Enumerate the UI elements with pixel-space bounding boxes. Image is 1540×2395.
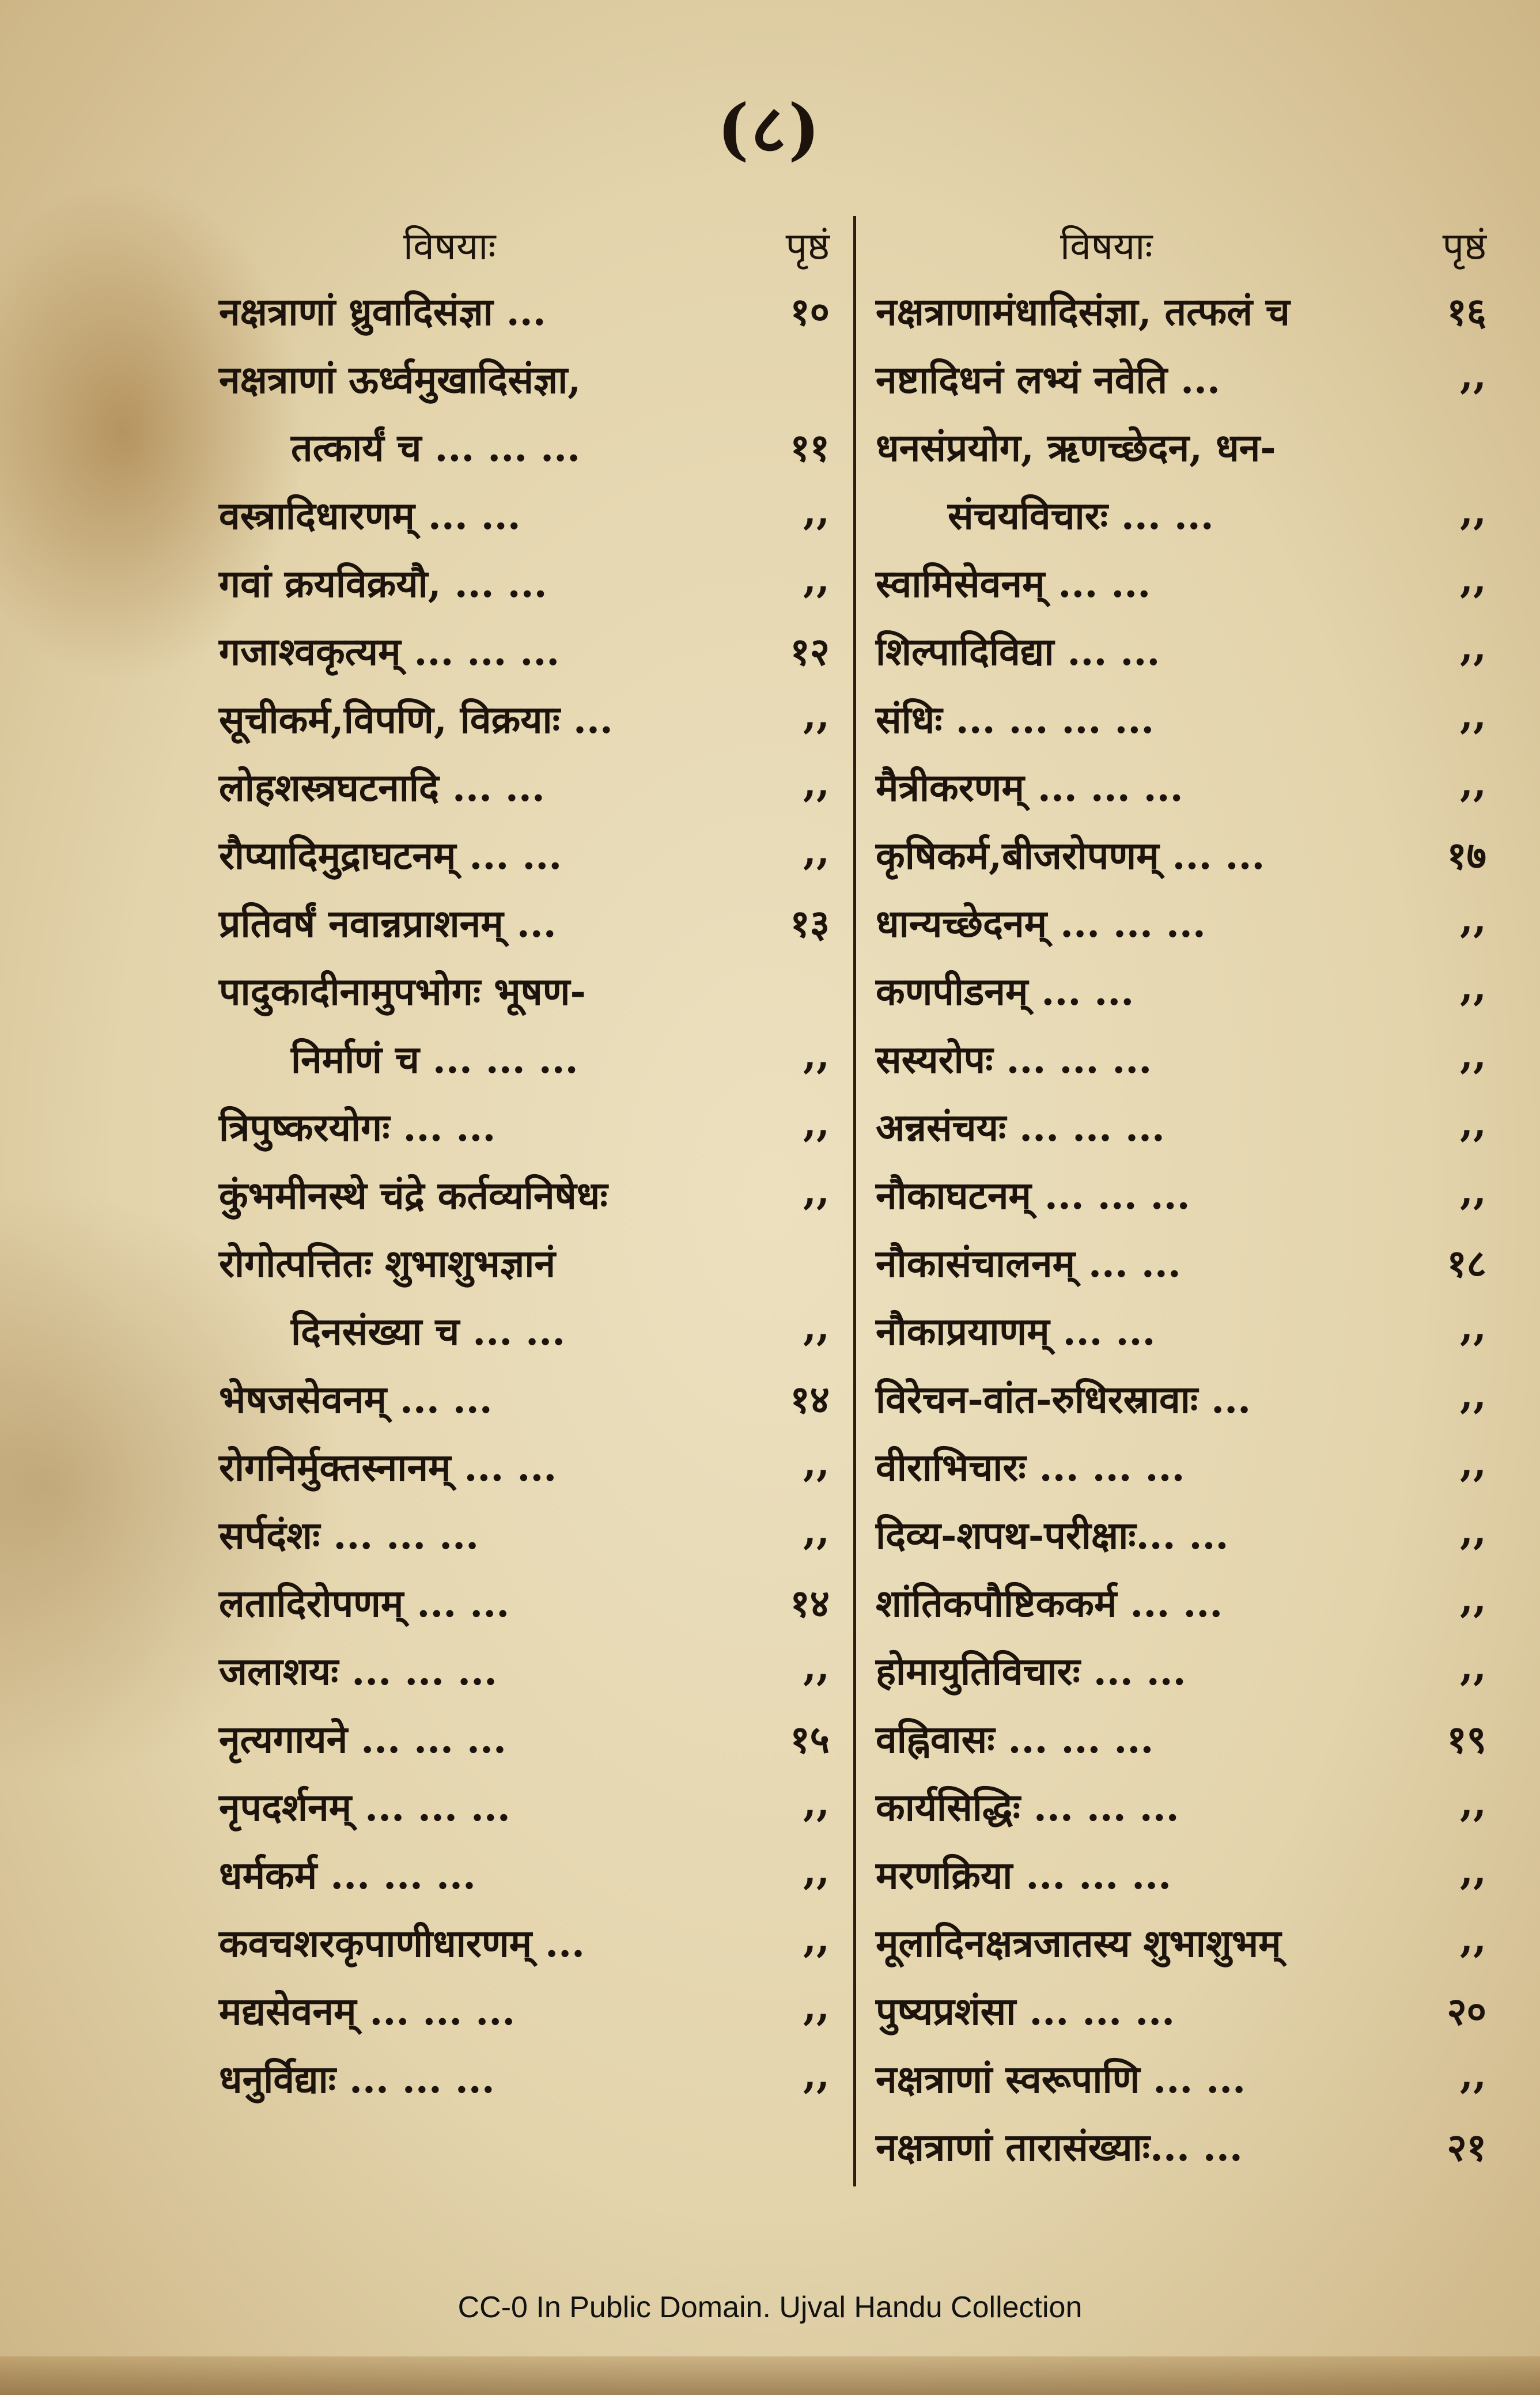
toc-entry [219, 548, 830, 616]
entry-page: ,, [1460, 1780, 1486, 1825]
entry-subject: वह्निवासः ... ... ... [876, 1717, 1154, 1762]
entry-page: १७ [1447, 833, 1486, 878]
footer-credit: CC-0 In Public Domain. Ujval Handu Collection [457, 2291, 1083, 2324]
page-number: (८) [717, 90, 823, 168]
toc-entry [876, 1772, 1486, 1840]
entry-page: ,, [1460, 625, 1486, 669]
toc-entry [219, 1092, 830, 1160]
entry-subject: निर्माणं च ... ... ... [291, 1037, 578, 1082]
entry-page: ,, [803, 2052, 830, 2097]
entry-subject: पादुकादीनामुपभोगः भूषण- [219, 969, 586, 1014]
toc-entry [219, 1432, 830, 1500]
entry-subject: नक्षत्राणां ध्रुवादिसंज्ञा ... [219, 289, 546, 334]
entry-subject: नौकाघटनम् ... ... ... [876, 1173, 1190, 1218]
toc-entry [219, 684, 830, 752]
entry-page: ,, [1460, 1508, 1486, 1553]
entry-subject: मरणक्रिया ... ... ... [876, 1853, 1172, 1898]
toc-entry [876, 1160, 1486, 1228]
toc-entry [219, 888, 830, 956]
entry-page: ११ [790, 425, 830, 470]
entry-page: १८ [1447, 1241, 1486, 1286]
entry-subject: तत्कार्यं च ... ... ... [291, 425, 581, 470]
entry-subject: धनुर्विद्याः ... ... ... [219, 2057, 495, 2102]
entry-page: १० [790, 289, 830, 334]
entry-page: १६ [1447, 289, 1486, 334]
entry-page: ,, [1460, 896, 1486, 941]
entry-page: १९ [1447, 1717, 1486, 1762]
toc-entry [219, 1160, 830, 1228]
entry-subject: कार्यसिद्धिः ... ... ... [876, 1785, 1179, 1830]
toc-entry [876, 1092, 1486, 1160]
entry-subject: गवां क्रयविक्रयौ, ... ... [219, 561, 547, 606]
toc-entry [219, 277, 830, 345]
entry-subject: धनसंप्रयोग, ऋणच्छेदन, धन- [876, 425, 1276, 470]
entry-subject: शांतिकपौष्टिककर्म ... ... [876, 1581, 1223, 1626]
toc-entry [876, 1636, 1486, 1704]
entry-subject: लतादिरोपणम् ... ... [219, 1581, 510, 1626]
entry-page: ,, [1460, 1100, 1486, 1145]
entry-subject: विरेचन-वांत-रुधिरस्रावाः ... [876, 1377, 1251, 1422]
toc-entry [219, 2044, 830, 2112]
toc-entry [876, 2112, 1486, 2180]
toc-entry [219, 1908, 830, 1976]
toc-entry [876, 1976, 1486, 2044]
entry-page: ,, [1460, 1848, 1486, 1893]
entry-subject: स्वामिसेवनम् ... ... [876, 561, 1151, 606]
toc-entry [219, 413, 830, 480]
column-divider [853, 216, 856, 2186]
entry-subject: त्रिपुष्करयोगः ... ... [219, 1105, 496, 1150]
toc-entry [876, 888, 1486, 956]
entry-subject: संधिः ... ... ... ... [876, 697, 1155, 742]
entry-subject: गजाश्वकृत्यम् ... ... ... [219, 629, 560, 674]
entry-subject: कवचशरकृपाणीधारणम् ... [219, 1921, 585, 1966]
toc-entry [876, 1704, 1486, 1772]
toc-entry [219, 345, 830, 413]
toc-entry [876, 752, 1486, 820]
toc-entry [876, 277, 1486, 345]
toc-entry [876, 548, 1486, 616]
entry-subject: अन्नसंचयः ... ... ... [876, 1105, 1165, 1150]
toc-entry [876, 820, 1486, 888]
entry-subject: सर्पदंशः ... ... ... [219, 1513, 479, 1558]
entry-page: ,, [803, 1440, 830, 1485]
entry-subject: जलाशयः ... ... ... [219, 1649, 498, 1694]
entry-subject: कणपीडनम् ... ... [876, 969, 1134, 1014]
entry-page: ,, [803, 557, 830, 601]
entry-subject: कृषिकर्म,बीजरोपणम् ... ... [876, 833, 1265, 878]
toc-entry [876, 2044, 1486, 2112]
entry-page: २१ [1447, 2125, 1486, 2170]
entry-subject: सूचीकर्म,विपणि, विक्रयाः ... [219, 697, 613, 742]
entry-page: ,, [1460, 1916, 1486, 1961]
right-column [876, 207, 1486, 2180]
entry-subject: प्रतिवर्षं नवान्नप्राशनम् ... [219, 901, 557, 946]
toc-entry [219, 752, 830, 820]
entry-subject: धान्यच्छेदनम् ... ... ... [876, 901, 1206, 946]
entry-page: ,, [1460, 1032, 1486, 1077]
toc-entry [219, 1636, 830, 1704]
toc-entry [219, 820, 830, 888]
toc-entry [219, 1772, 830, 1840]
entry-page: ,, [803, 1984, 830, 2029]
toc-entry [876, 1296, 1486, 1364]
entry-subject: वस्त्रादिधारणम् ... ... [219, 493, 521, 538]
toc-entry [876, 480, 1486, 548]
entry-page: ,, [803, 693, 830, 737]
toc-entry [876, 1840, 1486, 1908]
entry-page: ,, [803, 1304, 830, 1349]
toc-entry [876, 1432, 1486, 1500]
toc-entry [219, 1296, 830, 1364]
entry-page: ,, [1460, 1644, 1486, 1689]
entry-page: ,, [1460, 1576, 1486, 1621]
entry-subject: नष्टादिधनं लभ्यं नवेति ... [876, 357, 1221, 402]
page-header: पृष्ठं [1442, 224, 1486, 268]
right-column-header [876, 207, 1486, 277]
toc-entry [219, 1840, 830, 1908]
toc-entry [876, 345, 1486, 413]
toc-entry [219, 956, 830, 1024]
toc-entry [219, 1568, 830, 1636]
entry-subject: होमायुतिविचारः ... ... [876, 1649, 1186, 1694]
entry-subject: मूलादिनक्षत्रजातस्य शुभाशुभम् [876, 1921, 1281, 1966]
entry-page: ,, [1460, 761, 1486, 805]
toc-entry [876, 1228, 1486, 1296]
entry-page: ,, [1460, 964, 1486, 1009]
entry-subject: कुंभमीनस्थे चंद्रे कर्तव्यनिषेधः [219, 1173, 608, 1218]
entry-page: ,, [803, 1168, 830, 1213]
entry-page: ,, [803, 1100, 830, 1145]
toc-entry [219, 616, 830, 684]
toc-entry [876, 1908, 1486, 1976]
entry-subject: दिनसंख्या च ... ... [291, 1309, 566, 1354]
right-entries [876, 277, 1486, 2180]
entry-subject: वीराभिचारः ... ... ... [876, 1445, 1185, 1490]
entry-page: ,, [1460, 1304, 1486, 1349]
toc-entry [219, 1704, 830, 1772]
entry-page: १४ [790, 1581, 830, 1626]
page-header: पृष्ठं [785, 224, 830, 268]
entry-page: ,, [803, 489, 830, 534]
entry-page: १३ [790, 901, 830, 946]
toc-entry [876, 1364, 1486, 1432]
entry-subject: नृत्यगायने ... ... ... [219, 1717, 506, 1762]
toc-entry [219, 1228, 830, 1296]
toc-entry [219, 480, 830, 548]
entry-page: ,, [1460, 1440, 1486, 1485]
left-entries [219, 277, 830, 2112]
entry-subject: रौप्यादिमुद्राघटनम् ... ... [219, 833, 562, 878]
entry-subject: मैत्रीकरणम् ... ... ... [876, 765, 1183, 810]
page-edge-shade [0, 2356, 1540, 2395]
entry-subject: नक्षत्राणां तारासंख्याः... ... [876, 2125, 1243, 2170]
subject-header: विषयाः [403, 224, 496, 268]
entry-page: ,, [803, 1032, 830, 1077]
entry-subject: रोगनिर्मुक्तस्नानम् ... ... [219, 1445, 557, 1490]
entry-page: १४ [790, 1377, 830, 1422]
toc-entry [876, 1568, 1486, 1636]
entry-subject: संचयविचारः ... ... [948, 493, 1214, 538]
entry-subject: दिव्य-शपथ-परीक्षाः... ... [876, 1513, 1229, 1558]
entry-subject: नक्षत्राणां स्वरूपाणि ... ... [876, 2057, 1246, 2102]
toc-entry [876, 413, 1486, 480]
toc-entry [219, 1976, 830, 2044]
entry-subject: लोहशस्त्रघटनादि ... ... [219, 765, 545, 810]
entry-subject: नक्षत्राणामंधादिसंज्ञा, तत्फलं च [876, 289, 1290, 334]
entry-subject: मद्यसेवनम् ... ... ... [219, 1989, 516, 2034]
entry-page: ,, [803, 761, 830, 805]
entry-subject: भेषजसेवनम् ... ... [219, 1377, 493, 1422]
toc-entry [876, 684, 1486, 752]
left-column-header [219, 207, 830, 277]
entry-page: ,, [1460, 693, 1486, 737]
entry-page: ,, [1460, 1372, 1486, 1417]
entry-subject: सस्यरोपः ... ... ... [876, 1037, 1152, 1082]
entry-page: ,, [803, 1780, 830, 1825]
entry-subject: नौकाप्रयाणम् ... ... [876, 1309, 1156, 1354]
entry-subject: शिल्पादिविद्या ... ... [876, 629, 1160, 674]
toc-entry [219, 1500, 830, 1568]
entry-subject: नक्षत्राणां ऊर्ध्वमुखादिसंज्ञा, [219, 357, 581, 402]
entry-page: २० [1447, 1989, 1486, 2034]
subject-header: विषयाः [1060, 224, 1153, 268]
toc-entry [876, 956, 1486, 1024]
toc-entry [876, 1024, 1486, 1092]
entry-page: ,, [803, 1508, 830, 1553]
entry-subject: पुष्यप्रशंसा ... ... ... [876, 1989, 1175, 2034]
entry-page: ,, [1460, 2052, 1486, 2097]
toc-entry [876, 1500, 1486, 1568]
entry-page: ,, [1460, 489, 1486, 534]
entry-subject: नौकासंचालनम् ... ... [876, 1241, 1181, 1286]
entry-page: ,, [803, 1916, 830, 1961]
entry-page: ,, [803, 1848, 830, 1893]
entry-page: १५ [790, 1717, 830, 1762]
entry-subject: रोगोत्पत्तितः शुभाशुभज्ञानं [219, 1241, 555, 1286]
toc-entry [876, 616, 1486, 684]
entry-subject: धर्मकर्म ... ... ... [219, 1853, 476, 1898]
left-column [219, 207, 830, 2112]
entry-subject: नृपदर्शनम् ... ... ... [219, 1785, 510, 1830]
toc-entry [219, 1024, 830, 1092]
entry-page: ,, [1460, 353, 1486, 398]
entry-page: ,, [1460, 557, 1486, 601]
entry-page: ,, [1460, 1168, 1486, 1213]
entry-page: ,, [803, 1644, 830, 1689]
entry-page: १२ [790, 629, 830, 674]
entry-page: ,, [803, 828, 830, 873]
toc-entry [219, 1364, 830, 1432]
